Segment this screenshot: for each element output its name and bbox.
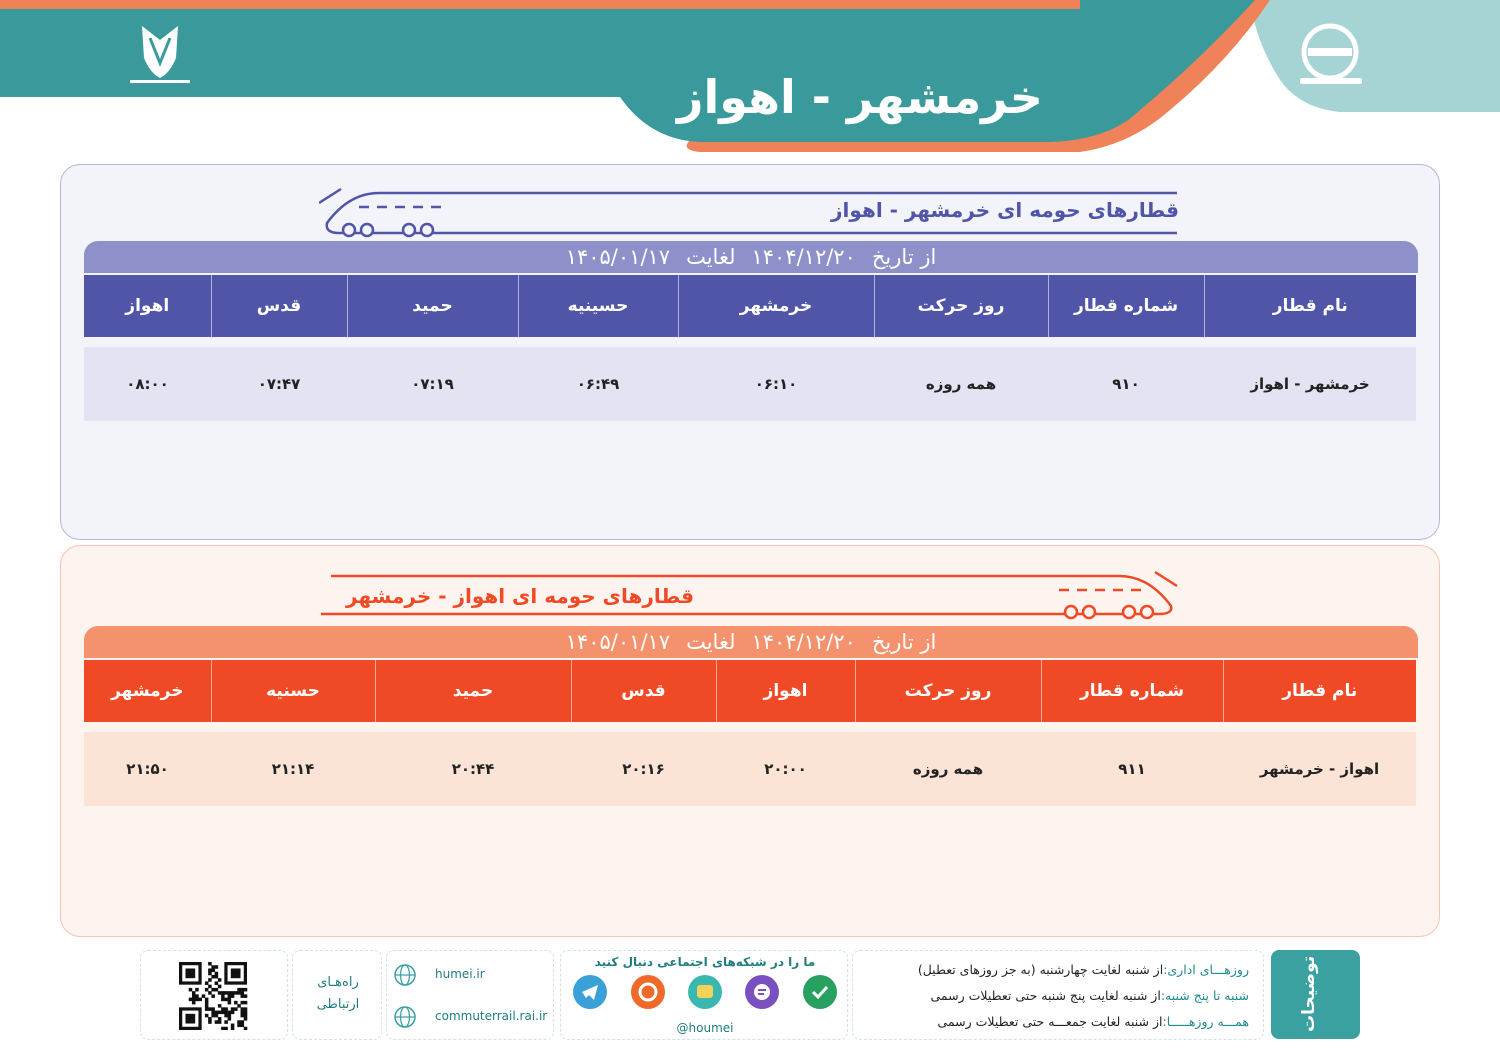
qr-box bbox=[140, 950, 288, 1040]
schedule-table bbox=[84, 660, 1416, 806]
eitaa-icon[interactable] bbox=[631, 975, 665, 1009]
note-line: روزهـــای اداری:از شنبه لغایت چهارشنبه (به جز روزهای تعطیل) bbox=[917, 962, 1249, 977]
table-cell: ۲۰:۰۰ bbox=[764, 760, 807, 778]
column-header: حسینیه bbox=[518, 275, 678, 337]
date-range-bar: از تاریخ۱۴۰۴/۱۲/۲۰لغایت۱۴۰۵/۰۱/۱۷ bbox=[84, 626, 1418, 658]
column-header: حمید bbox=[347, 275, 518, 337]
column-header: نام قطار bbox=[1204, 275, 1416, 337]
schedule-table bbox=[84, 275, 1416, 421]
table-cell: ۰۶:۴۹ bbox=[576, 375, 620, 393]
column-header: روز حرکت bbox=[855, 660, 1041, 722]
table-cell: همه روزه bbox=[925, 375, 997, 393]
bale-icon[interactable] bbox=[688, 975, 722, 1009]
table-cell: ۲۰:۱۶ bbox=[622, 760, 665, 778]
section-title: قطارهای حومه ای اهواز - خرمشهر bbox=[346, 584, 694, 608]
table-cell: ۰۷:۱۹ bbox=[411, 375, 454, 393]
iran-railways-emblem bbox=[120, 18, 200, 93]
contact-label: ارتباطی bbox=[316, 997, 360, 1012]
column-header: شماره قطار bbox=[1041, 660, 1223, 722]
contact-label-box bbox=[292, 950, 382, 1040]
outbound-panel bbox=[60, 164, 1440, 540]
column-header: خرمشهر bbox=[678, 275, 874, 337]
column-header: قدس bbox=[211, 275, 347, 337]
houmehat-logo bbox=[1290, 20, 1370, 95]
table-cell: ۹۱۱ bbox=[1118, 760, 1146, 778]
note-line: همـــه روزهـــــا:از شنبه لغایت جمعـــه حتی تعطیلات رسمی bbox=[937, 1014, 1249, 1029]
table-cell: ۲۱:۱۴ bbox=[271, 760, 315, 778]
table-cell: ۲۰:۴۴ bbox=[451, 760, 495, 778]
table-cell: ۰۸:۰۰ bbox=[126, 375, 169, 393]
table-cell: اهواز - خرمشهر bbox=[1259, 760, 1380, 778]
column-header: اهواز bbox=[125, 296, 170, 316]
column-header: قدس bbox=[571, 660, 716, 722]
date-range-bar: از تاریخ۱۴۰۴/۱۲/۲۰لغایت۱۴۰۵/۰۱/۱۷ bbox=[84, 241, 1418, 273]
contact-label: راه‌هـای bbox=[317, 975, 359, 990]
table-cell: همه روزه bbox=[912, 760, 984, 778]
table-row bbox=[84, 732, 1416, 806]
column-header: نام قطار bbox=[1223, 660, 1416, 722]
social-title: ما را در شبکه‌های اجتماعی دنبال کنید bbox=[594, 955, 816, 969]
globe-icon bbox=[393, 1005, 417, 1029]
column-header: شماره قطار bbox=[1048, 275, 1204, 337]
notes-tab: توضیحات bbox=[1271, 950, 1360, 1039]
globe-icon bbox=[393, 963, 417, 987]
table-cell: ۲۱:۵۰ bbox=[126, 760, 169, 778]
column-header: حسنیه bbox=[211, 660, 375, 722]
rubika-icon[interactable] bbox=[745, 975, 779, 1009]
soroush-icon[interactable] bbox=[803, 975, 837, 1009]
page-title: خرمشهر - اهواز bbox=[677, 70, 1043, 124]
notes-box bbox=[852, 950, 1264, 1040]
return-panel bbox=[60, 545, 1440, 937]
table-row bbox=[84, 347, 1416, 421]
website-link[interactable]: humei.ir bbox=[435, 967, 485, 981]
column-header: حمید bbox=[375, 660, 571, 722]
column-header: روز حرکت bbox=[874, 275, 1048, 337]
note-line: شنبه تا پنج شنبه:از شنبه لغایت پنج شنبه حتی تعطیلات رسمی bbox=[930, 988, 1249, 1003]
table-cell: خرمشهر - اهواز bbox=[1250, 375, 1370, 393]
table-cell: ۹۱۰ bbox=[1112, 375, 1140, 393]
links-box bbox=[386, 950, 554, 1040]
column-header: اهواز bbox=[716, 660, 855, 722]
table-cell: ۰۷:۴۷ bbox=[257, 375, 301, 393]
section-title: قطارهای حومه ای خرمشهر - اهواز bbox=[831, 198, 1179, 222]
social-box bbox=[560, 950, 848, 1040]
website-link[interactable]: commuterrail.rai.ir bbox=[435, 1009, 548, 1023]
table-cell: ۰۶:۱۰ bbox=[754, 375, 798, 393]
column-header: خرمشهر bbox=[111, 681, 184, 701]
telegram-icon[interactable] bbox=[573, 975, 607, 1009]
qr-code[interactable] bbox=[179, 962, 249, 1030]
social-handle[interactable]: @houmei bbox=[676, 1021, 734, 1035]
